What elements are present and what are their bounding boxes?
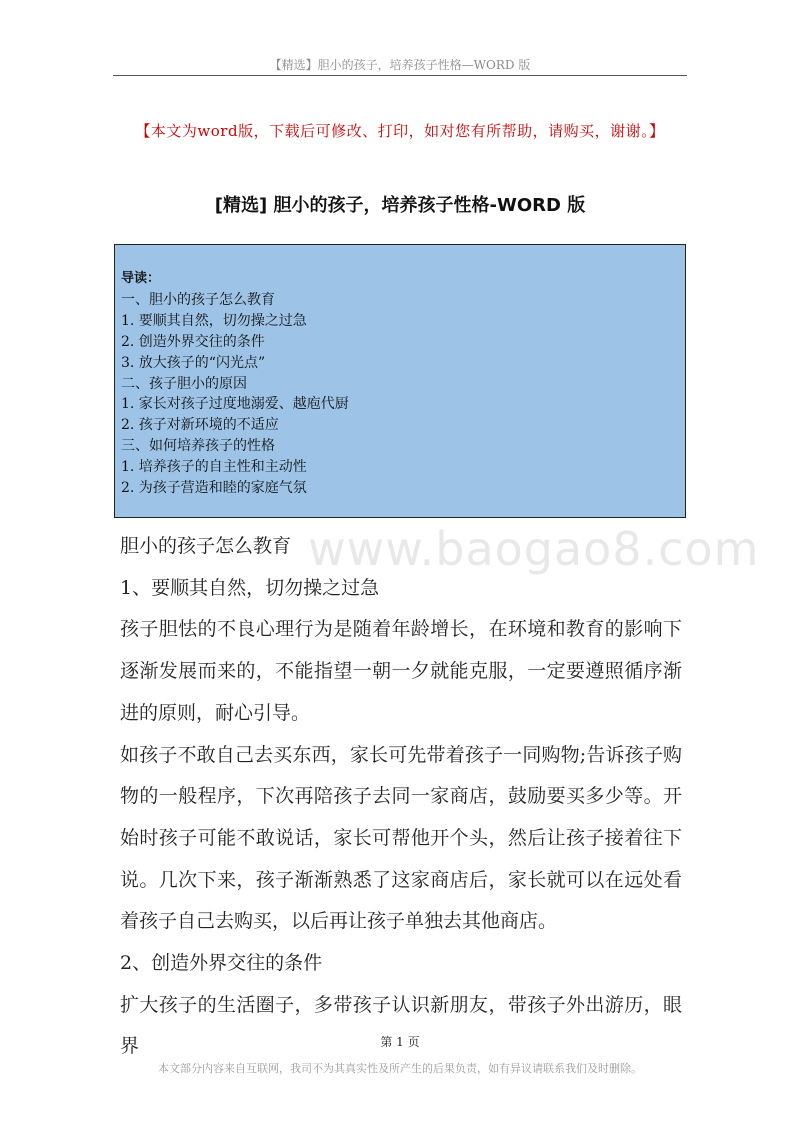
page-header: 【精选】胆小的孩子，培养孩子性格—WORD 版 <box>269 58 531 72</box>
guide-item: 一、胆小的孩子怎么教育 <box>121 291 275 308</box>
guide-item: 2. 创造外界交往的条件 <box>121 333 265 350</box>
header-divider <box>113 75 687 76</box>
guide-box <box>114 244 686 518</box>
subsection-heading: 1、要顺其自然，切勿操之过急 <box>120 576 380 599</box>
guide-heading: 导读： <box>121 271 161 286</box>
document-body <box>120 526 682 1068</box>
paragraph: 扩大孩子的生活圈子，多带孩子认识新朋友，带孩子外出游历，眼界 <box>120 993 682 1058</box>
section-heading: 胆小的孩子怎么教育 <box>120 535 292 557</box>
guide-item: 1. 要顺其自然，切勿操之过急 <box>121 312 307 329</box>
watermark: www.baogao8.com <box>308 522 760 576</box>
paragraph: 如孩子不敢自己去买东西，家长可先带着孩子一同购物;告诉孩子购物的一般程序，下次再陪孩子去同一家商店，鼓励要买多少等。开始时孩子可能不敢说话，家长可帮他开个头，然后让孩子接着往下说。几次下来，孩子渐渐熟悉了这家商店后，家长就可以在远处看着孩子自己去购买，以后再让孩子单独去其他商店。 <box>120 743 682 933</box>
subsection-heading: 2、创造外界交往的条件 <box>120 952 323 975</box>
page-number: 第 1 页 <box>380 1035 420 1049</box>
guide-item: 1. 培养孩子的自主性和主动性 <box>121 459 307 476</box>
purchase-notice: 【本文为word版，下载后可修改、打印，如对您有所帮助，请购买，谢谢。】 <box>135 122 665 140</box>
guide-item: 3. 放大孩子的“闪光点” <box>121 354 266 371</box>
document-title: [精选] 胆小的孩子，培养孩子性格-WORD 版 <box>214 195 586 216</box>
guide-item: 2. 为孩子营造和睦的家庭气氛 <box>121 480 307 497</box>
guide-item: 2. 孩子对新环境的不适应 <box>121 417 279 434</box>
page-footer: 本文部分内容来自互联网，我司不为其真实性及所产生的后果负责，如有异议请联系我们及时删除。 <box>158 1062 642 1075</box>
guide-item: 1. 家长对孩子过度地溺爱、越庖代厨 <box>121 396 349 413</box>
guide-item: 三、如何培养孩子的性格 <box>121 438 275 455</box>
paragraph: 孩子胆怯的不良心理行为是随着年龄增长，在环境和教育的影响下逐渐发展而来的，不能指望一朝一夕就能克服，一定要遵照循序渐进的原则，耐心引导。 <box>120 618 682 724</box>
guide-item: 二、孩子胆小的原因 <box>121 375 247 392</box>
